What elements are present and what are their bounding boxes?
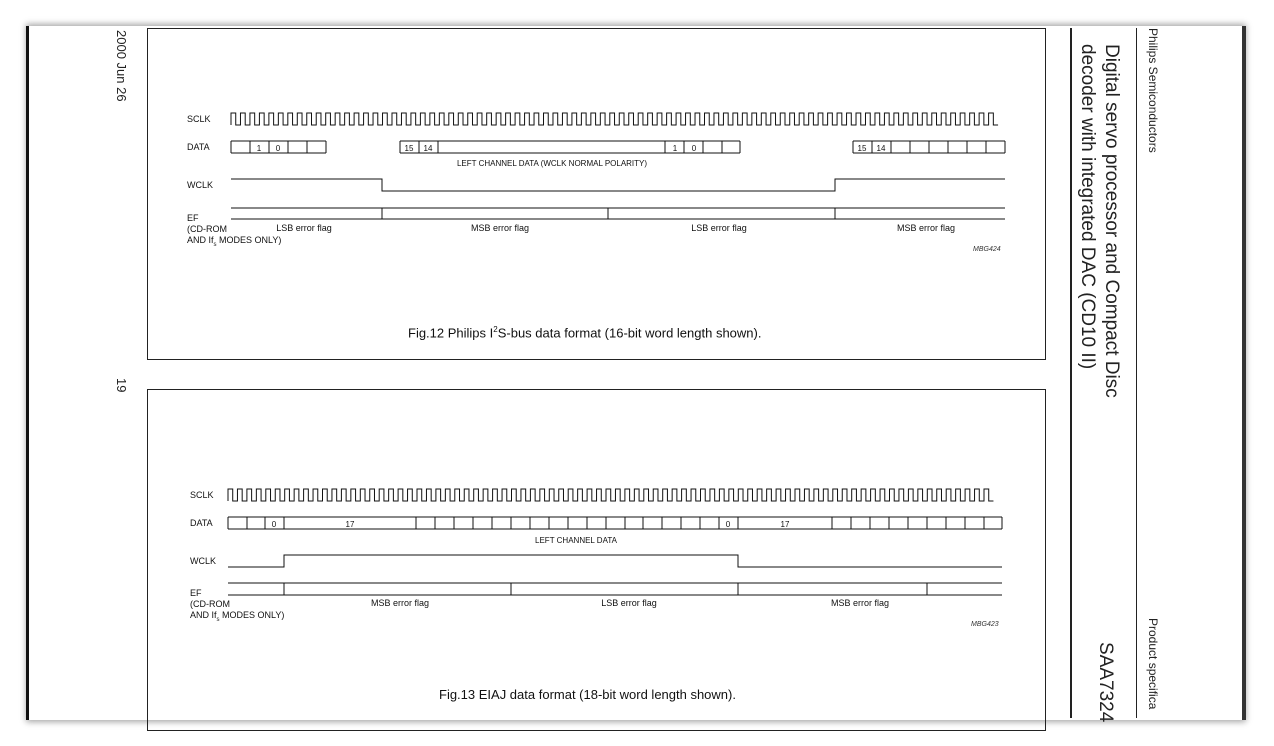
fig13-ef-label: [190, 588, 284, 626]
part-number: SAA7324: [1095, 642, 1116, 723]
footer-date: 2000 Jun 26: [114, 30, 129, 102]
fig12-wclk-label: WCLK: [187, 180, 214, 190]
fig12-ef-waveform: [231, 208, 1005, 219]
fig12-data-label: DATA: [187, 142, 210, 152]
fig13-bit-17b: 17: [780, 520, 790, 529]
fig13-code: MBG423: [971, 621, 999, 628]
fig13-ef-line3: AND $If_s$ MODES ONLY): [190, 610, 285, 623]
fig12-caption: Fig.12 Philips $I^2S$-bus data format (16-bit word length shown).: [408, 325, 762, 341]
fig12-bit-1a: 1: [256, 144, 262, 153]
page-number: 19: [114, 378, 129, 393]
fig13-caption: Fig.13 EIAJ data format (18-bit word length shown).: [439, 687, 736, 702]
fig13-ef-flag-2: LSB error flag: [601, 598, 657, 608]
fig13-ef-flag-3: MSB error flag: [830, 598, 890, 608]
fig13-wclk-label: WCLK: [190, 556, 217, 566]
fig12-bit-1b: 1: [672, 144, 678, 153]
doc-type: Product specifica: [1146, 618, 1160, 710]
fig13-bit-17a: 17: [345, 520, 355, 529]
fig12-data-cells: [231, 141, 1005, 153]
fig13-ef-line2: (CD-ROM: [190, 599, 230, 609]
fig13-bit-0b: 0: [725, 520, 731, 529]
fig12-sclk-label: SCLK: [187, 114, 211, 124]
company-name: Philips Semiconductors: [1146, 28, 1160, 153]
fig12-bit-15b: 15: [857, 144, 867, 153]
fig12-data-bit-labels: [257, 144, 886, 168]
fig12-bit-0a: 0: [275, 144, 281, 153]
fig12-wclk-waveform: [231, 179, 1005, 191]
fig13-data-label: DATA: [190, 518, 213, 528]
fig12-ef-flag-4: MSB error flag: [896, 223, 956, 233]
fig12-sclk-waveform: [231, 113, 998, 125]
fig12-ef-flag-3: LSB error flag: [691, 223, 747, 233]
fig13-sclk-label: SCLK: [190, 490, 214, 500]
fig13-ef-line1: EF: [190, 588, 202, 598]
fig12-ef-line1: EF: [187, 213, 199, 223]
fig12-left-channel-label: LEFT CHANNEL DATA (WCLK NORMAL POLARITY): [456, 159, 648, 168]
fig13-ef-flag-1: MSB error flag: [370, 598, 430, 608]
figure-13-frame: [147, 389, 1046, 731]
fig12-ef-line3: AND $If_s$ MODES ONLY): [187, 235, 282, 248]
doc-title-line2: decoder with integrated DAC (CD10 II): [1077, 44, 1098, 370]
fig12-ef-flag-1: LSB error flag: [276, 223, 332, 233]
fig12-code: MBG424: [973, 246, 1001, 253]
fig12-bit-0b: 0: [691, 144, 697, 153]
fig12-ef-flag-2: MSB error flag: [470, 223, 530, 233]
fig12-bit-14b: 14: [876, 144, 886, 153]
doc-title-line1: Digital servo processor and Compact Disc: [1101, 44, 1122, 398]
fig13-bit-0a: 0: [271, 520, 277, 529]
fig13-left-channel-label: LEFT CHANNEL DATA: [535, 536, 617, 545]
fig12-bit-15a: 15: [404, 144, 414, 153]
fig12-bit-14a: 14: [423, 144, 433, 153]
fig12-ef-line2: (CD-ROM: [187, 224, 227, 234]
